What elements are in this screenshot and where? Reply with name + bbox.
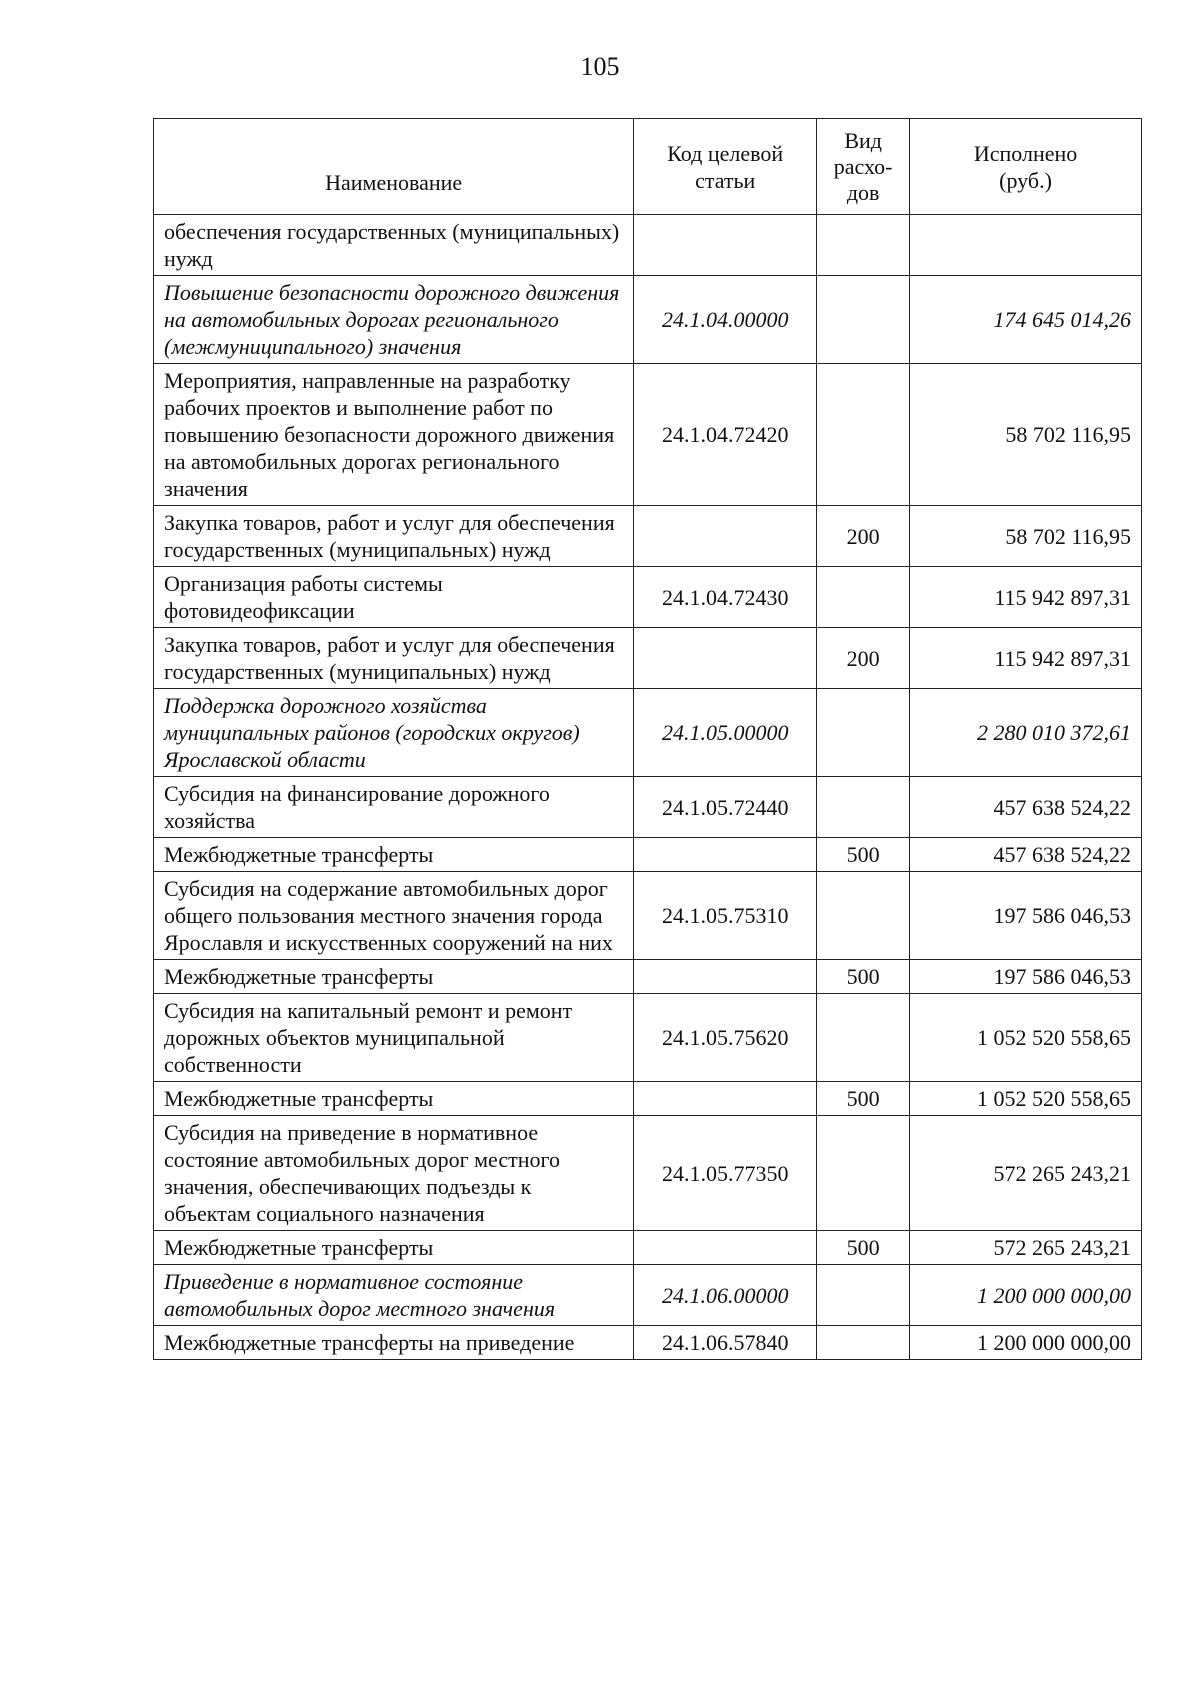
row-amount: 2 280 010 372,61 (910, 689, 1142, 777)
header-amount: Исполнено (руб.) (910, 119, 1142, 215)
row-code (634, 1082, 817, 1116)
row-code: 24.1.05.00000 (634, 689, 817, 777)
row-amount: 58 702 116,95 (910, 506, 1142, 567)
row-code: 24.1.06.57840 (634, 1326, 817, 1360)
row-amount: 1 200 000 000,00 (910, 1265, 1142, 1326)
row-name: Субсидия на содержание автомобильных дорог общего пользования местного значения города Ярославля и искусственных сооружений на них (154, 872, 634, 960)
header-name: Наименование (154, 119, 634, 215)
row-code (634, 506, 817, 567)
table-row (154, 960, 1142, 994)
row-type (817, 1116, 910, 1231)
table-row (154, 1231, 1142, 1265)
table-row (154, 838, 1142, 872)
row-type: 500 (817, 1231, 910, 1265)
row-name: обеспечения государственных (муниципальных) нужд (154, 215, 634, 276)
table-row (154, 872, 1142, 960)
row-type (817, 994, 910, 1082)
row-type: 500 (817, 960, 910, 994)
row-code: 24.1.04.72420 (634, 364, 817, 506)
row-amount (910, 215, 1142, 276)
row-name: Межбюджетные трансферты (154, 838, 634, 872)
row-code (634, 1231, 817, 1265)
row-type: 500 (817, 1082, 910, 1116)
table-row (154, 994, 1142, 1082)
row-type (817, 1326, 910, 1360)
row-amount: 197 586 046,53 (910, 960, 1142, 994)
header-code: Код целевой статьи (634, 119, 817, 215)
table-row (154, 215, 1142, 276)
table-row (154, 567, 1142, 628)
table-row (154, 777, 1142, 838)
row-amount: 58 702 116,95 (910, 364, 1142, 506)
row-code: 24.1.05.75310 (634, 872, 817, 960)
row-name: Межбюджетные трансферты (154, 960, 634, 994)
row-name: Закупка товаров, работ и услуг для обеспечения государственных (муниципальных) нужд (154, 628, 634, 689)
row-code: 24.1.04.00000 (634, 276, 817, 364)
row-name: Межбюджетные трансферты (154, 1231, 634, 1265)
row-amount: 457 638 524,22 (910, 838, 1142, 872)
row-name: Межбюджетные трансферты на приведение (154, 1326, 634, 1360)
row-type: 200 (817, 628, 910, 689)
row-name: Приведение в нормативное состояние автомобильных дорог местного значения (154, 1265, 634, 1326)
row-name: Организация работы системы фотовидеофиксации (154, 567, 634, 628)
row-amount: 115 942 897,31 (910, 567, 1142, 628)
row-amount: 174 645 014,26 (910, 276, 1142, 364)
table-row (154, 689, 1142, 777)
row-amount: 1 052 520 558,65 (910, 1082, 1142, 1116)
row-code: 24.1.05.75620 (634, 994, 817, 1082)
row-name: Субсидия на финансирование дорожного хозяйства (154, 777, 634, 838)
row-code (634, 838, 817, 872)
row-amount: 457 638 524,22 (910, 777, 1142, 838)
row-code: 24.1.06.00000 (634, 1265, 817, 1326)
row-type (817, 567, 910, 628)
row-type (817, 215, 910, 276)
row-name: Мероприятия, направленные на разработку рабочих проектов и выполнение работ по повышению безопасности дорожного движения на автомобильных дорогах регионального значения (154, 364, 634, 506)
row-name: Межбюджетные трансферты (154, 1082, 634, 1116)
table-row (154, 1265, 1142, 1326)
row-code (634, 628, 817, 689)
table-row (154, 276, 1142, 364)
row-name: Поддержка дорожного хозяйства муниципальных районов (городских округов) Ярославской области (154, 689, 634, 777)
table-row (154, 506, 1142, 567)
row-type: 500 (817, 838, 910, 872)
row-type (817, 364, 910, 506)
row-amount: 197 586 046,53 (910, 872, 1142, 960)
row-code (634, 960, 817, 994)
row-type: 200 (817, 506, 910, 567)
row-code (634, 215, 817, 276)
row-name: Повышение безопасности дорожного движения на автомобильных дорогах регионального (межмуниципального) значения (154, 276, 634, 364)
row-amount: 1 052 520 558,65 (910, 994, 1142, 1082)
row-amount: 115 942 897,31 (910, 628, 1142, 689)
table-row (154, 1326, 1142, 1360)
table-row (154, 364, 1142, 506)
expenditure-table (153, 118, 1142, 1360)
row-code: 24.1.04.72430 (634, 567, 817, 628)
row-type (817, 777, 910, 838)
row-type (817, 276, 910, 364)
row-type (817, 689, 910, 777)
table-row (154, 1082, 1142, 1116)
table-row (154, 1116, 1142, 1231)
table-header (154, 119, 1142, 215)
row-code: 24.1.05.77350 (634, 1116, 817, 1231)
table-body (154, 215, 1142, 1360)
header-type: Вид расхо-дов (817, 119, 910, 215)
page-number: 105 (580, 52, 620, 81)
row-name: Субсидия на приведение в нормативное состояние автомобильных дорог местного значения, обеспечивающих подъезды к объектам социального назначения (154, 1116, 634, 1231)
row-name: Закупка товаров, работ и услуг для обеспечения государственных (муниципальных) нужд (154, 506, 634, 567)
row-amount: 1 200 000 000,00 (910, 1326, 1142, 1360)
row-type (817, 1265, 910, 1326)
row-amount: 572 265 243,21 (910, 1231, 1142, 1265)
table-row (154, 628, 1142, 689)
row-name: Субсидия на капитальный ремонт и ремонт дорожных объектов муниципальной собственности (154, 994, 634, 1082)
row-code: 24.1.05.72440 (634, 777, 817, 838)
row-type (817, 872, 910, 960)
row-amount: 572 265 243,21 (910, 1116, 1142, 1231)
